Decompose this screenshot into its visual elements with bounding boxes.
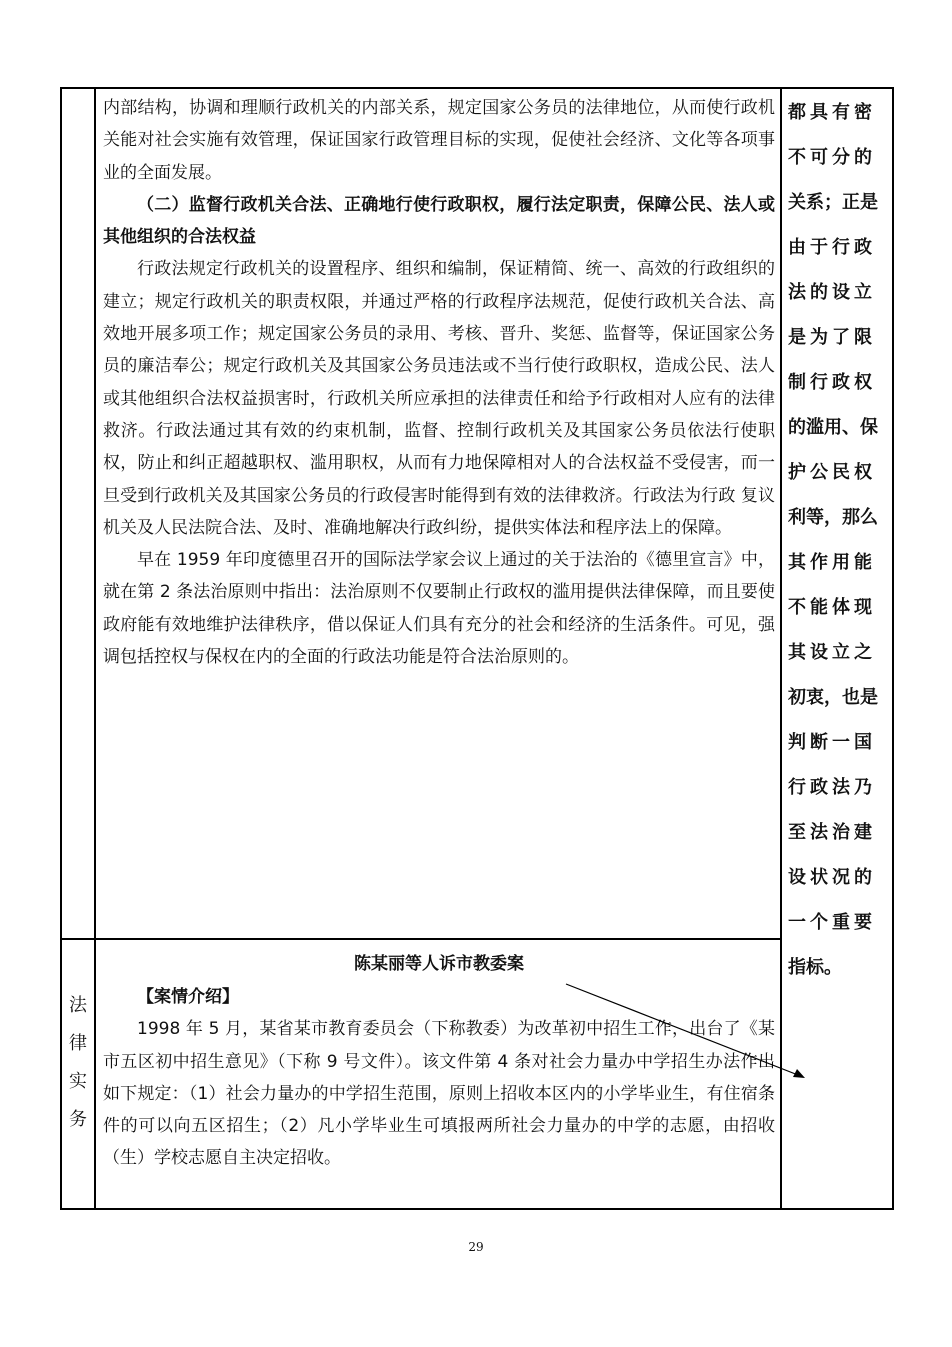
side-note-line: 行政法乃 — [788, 777, 876, 798]
side-note-line: 法的设立 — [788, 282, 876, 303]
side-note-line: 制行政权 — [788, 372, 876, 393]
side-note-line: 指标。 — [788, 957, 842, 978]
side-note-line: 是为了限 — [788, 327, 876, 348]
side-note-line: 初衷，也是 — [788, 687, 878, 708]
side-note-line: 其作用能 — [788, 552, 876, 573]
practice-label-char: 务 — [69, 1109, 87, 1130]
side-note-line: 都具有密 — [788, 102, 876, 123]
practice-label-char: 实 — [69, 1071, 87, 1092]
side-note-line: 的滥用、保 — [788, 417, 878, 438]
side-note-line: 不能体现 — [788, 597, 876, 618]
paragraph-provisions: 行政法规定行政机关的设置程序、组织和编制，保证精简、统一、高效的行政组织的建立；规定行政机关的职责权限，并通过严格的行政程序法规范，促使行政机关合法、高效地开展多项工作；规定国家公务员的录用、考核、晋升、奖惩、监督等，保证国家公务员的廉洁奉公；规定行政机关及其国家公务员违法或不当行使行政职权，造成公民、法人或其他组织合法权益损害时，行政机关所应承担的法律责任和给予行政相对人应有的法律救济。行政法通过其有效的约束机制，监督、控制行政机关及其国家公务员依法行使职权，防止和纠正超越职权、滥用职权，从而有力地保障相对人的合法权益不受侵害，而一旦受到行政机关及其国家公务员的行政侵害时能得到有效的法律救济。行政法为行政 复议机关及人民法院合法、及时、准确地解决行政纠纷，提供实体法和程序法上的保障。 — [103, 259, 775, 538]
case-intro-heading: 【案情介绍】 — [137, 987, 239, 1007]
side-note-line: 判断一国 — [788, 732, 876, 753]
side-note-line: 护公民权 — [788, 462, 876, 483]
paragraph-delhi-declaration: 早在 1959 年印度德里召开的国际法学家会议上通过的关于法治的《德里宣言》中，就在第 2 条法治原则中指出：法治原则不仅要制止行政权的滥用提供法律保障，而且要使政府能有效地维护法律秩序，借以保证人们具有充分的社会和经济的生活条件。可见，强调包括控权与保权在内的全面的行政法功能是符合法治原则的。 — [103, 550, 775, 668]
side-note-line: 至法治建 — [788, 822, 876, 843]
side-note-line: 设状况的 — [788, 867, 876, 888]
paragraph-continuation: 内部结构，协调和理顺行政机关的内部关系，规定国家公务员的法律地位，从而使行政机关能对社会实施有效管理，保证国家行政管理目标的实现，促使社会经济、文化等各项事业的全面发展。 — [103, 98, 775, 183]
side-note-line: 利等，那么 — [788, 507, 878, 528]
side-note-line: 一个重要 — [788, 912, 876, 933]
section-heading-2: （二）监督行政机关合法、正确地行使行政职权，履行法定职责，保障公民、法人或其他组织的合法权益 — [103, 194, 775, 248]
side-note-line: 关系；正是 — [788, 192, 878, 213]
side-note-line: 由于行政 — [788, 237, 876, 258]
side-note-line: 其设立之 — [788, 642, 876, 663]
practice-label-char: 律 — [69, 1033, 87, 1054]
case-title: 陈某丽等人诉市教委案 — [354, 954, 524, 974]
page-number: 29 — [468, 1240, 484, 1254]
case-paragraph: 1998 年 5 月，某省某市教育委员会（下称教委）为改革初中招生工作，出台了《某市五区初中招生意见》（下称 9 号文件）。该文件第 4 条对社会力量办中学招生办法作出如下规定：（1）社会力量办的中学招生范围，原则上招收本区内的小学毕业生，有住宿条件的可以向五区招生；（2）凡小学毕业生可填报两所社会力量办的中学的志愿，由招收（生）学校志愿自主决定招收。 — [103, 1019, 775, 1169]
side-note-line: 不可分的 — [788, 147, 876, 168]
practice-label-char: 法 — [69, 995, 87, 1016]
